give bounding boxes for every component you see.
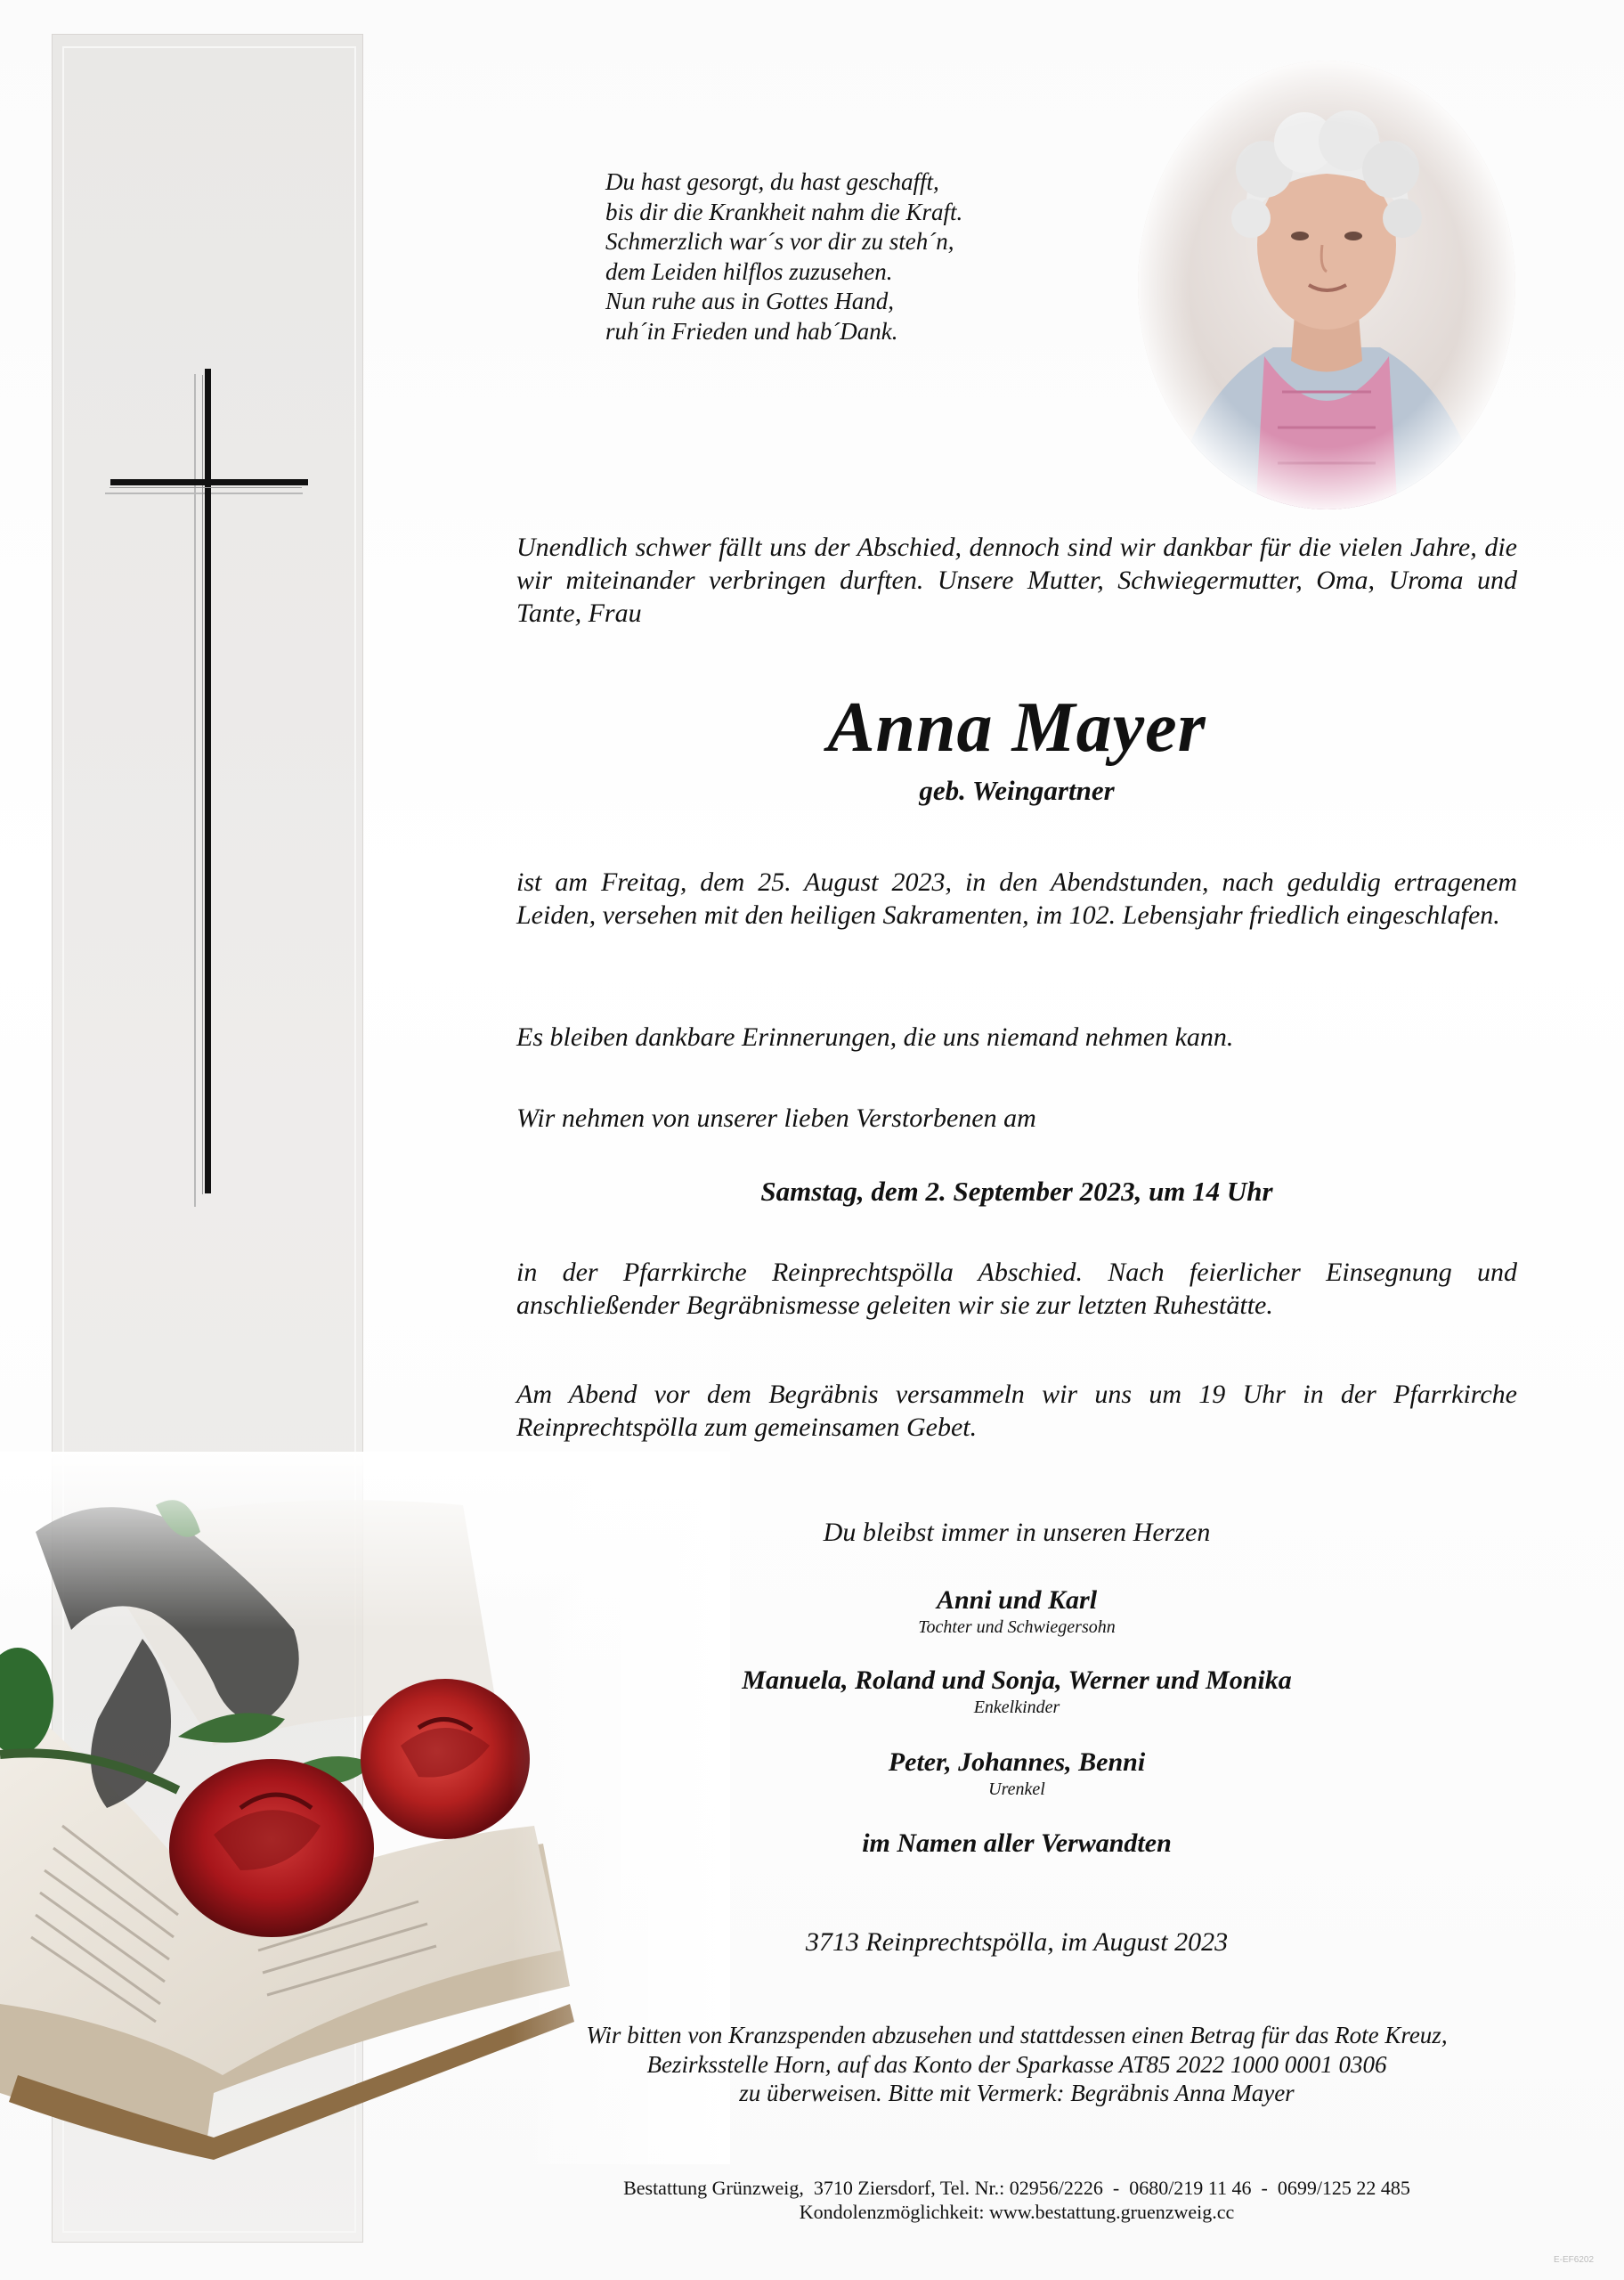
birth-name: geb. Weingartner bbox=[919, 775, 1115, 806]
family-group bbox=[516, 1747, 1517, 1800]
cross-shadow-horizontal bbox=[105, 493, 303, 494]
funeral-date: Samstag, dem 2. September 2023, um 14 Uhr bbox=[760, 1176, 1273, 1207]
poem-line: ruh´in Frieden und hab´Dank. bbox=[605, 317, 898, 345]
prayer-text: Am Abend vor dem Begräbnis versammeln wir uns um 19 Uhr in der Pfarrkirche Reinprechtspölla zum gemeinsamen Gebet. bbox=[516, 1380, 1517, 1442]
footer-condolence: Kondolenzmöglichkeit: www.bestattung.gruenzweig.cc bbox=[799, 2201, 1235, 2223]
family-group bbox=[516, 1585, 1517, 1638]
funeral-text: in der Pfarrkirche Reinprechtspölla Abschied. Nach feierlicher Einsegnung und anschließender Begräbnismesse geleiten wir sie zur letzten Ruhestätte. bbox=[516, 1258, 1517, 1320]
poem bbox=[605, 167, 1104, 346]
family-names: Manuela, Roland und Sonja, Werner und Monika bbox=[742, 1665, 1292, 1695]
poem-line: Nun ruhe aus in Gottes Hand, bbox=[605, 288, 894, 314]
note-line: Wir bitten von Kranzspenden abzusehen und stattdessen einen Betrag für das Rote Kreuz, bbox=[586, 2022, 1448, 2048]
poem-line: Du hast gesorgt, du hast geschafft, bbox=[605, 168, 939, 195]
death-text: ist am Freitag, dem 25. August 2023, in den Abendstunden, nach geduldig ertragenem Leiden, versehen mit den heiligen Sakramenten, im 102. Lebensjahr friedlich eingeschlafen. bbox=[516, 867, 1517, 930]
cross-icon bbox=[205, 369, 211, 1193]
portrait-photo bbox=[1131, 53, 1522, 517]
funeral-home-footer bbox=[499, 2176, 1535, 2224]
intro-text: Unendlich schwer fällt uns der Abschied, dennoch sind wir dankbar für die vielen Jahre, die wir miteinander verbringen durften. Unsere Mutter, Schwiegermutter, Oma, Uroma und Tante, Frau bbox=[516, 533, 1517, 628]
donation-note bbox=[499, 2021, 1535, 2108]
poem-line: dem Leiden hilflos zuzusehen. bbox=[605, 257, 893, 285]
memory-text: Es bleiben dankbare Erinnerungen, die uns niemand nehmen kann. bbox=[516, 1022, 1234, 1052]
heart-text: Du bleibst immer in unseren Herzen bbox=[823, 1518, 1211, 1547]
poem-line: Schmerzlich war´s vor dir zu steh´n, bbox=[605, 228, 954, 255]
footer-contact: Bestattung Grünzweig, 3710 Ziersdorf, Tel. Nr.: 02956/2226 - 0680/219 11 46 - 0699/125 22 485 bbox=[623, 2177, 1410, 2199]
family-names: Peter, Johannes, Benni bbox=[888, 1747, 1146, 1777]
family-role: Tochter und Schwiegersohn bbox=[918, 1617, 1116, 1637]
family-names: Anni und Karl bbox=[936, 1585, 1098, 1615]
farewell-intro: Wir nehmen von unserer lieben Verstorbenen am bbox=[516, 1103, 1036, 1133]
note-line: Bezirksstelle Horn, auf das Konto der Sparkasse AT85 2022 1000 0001 0306 bbox=[646, 2050, 1387, 2078]
cross-shadow-vertical bbox=[194, 374, 196, 1207]
place-date: 3713 Reinprechtspölla, im August 2023 bbox=[805, 1927, 1229, 1957]
family-group bbox=[516, 1665, 1517, 1718]
family-role: Enkelkinder bbox=[973, 1698, 1060, 1717]
cross-bar bbox=[110, 479, 308, 485]
relatives-text: im Namen aller Verwandten bbox=[862, 1828, 1172, 1858]
poem-line: bis dir die Krankheit nahm die Kraft. bbox=[605, 198, 963, 225]
note-line: zu überweisen. Bitte mit Vermerk: Begräbnis Anna Mayer bbox=[739, 2080, 1295, 2106]
family-role: Urenkel bbox=[988, 1779, 1045, 1799]
document-code: E-EF6202 bbox=[1554, 2255, 1595, 2265]
deceased-name: Anna Mayer bbox=[827, 688, 1206, 767]
